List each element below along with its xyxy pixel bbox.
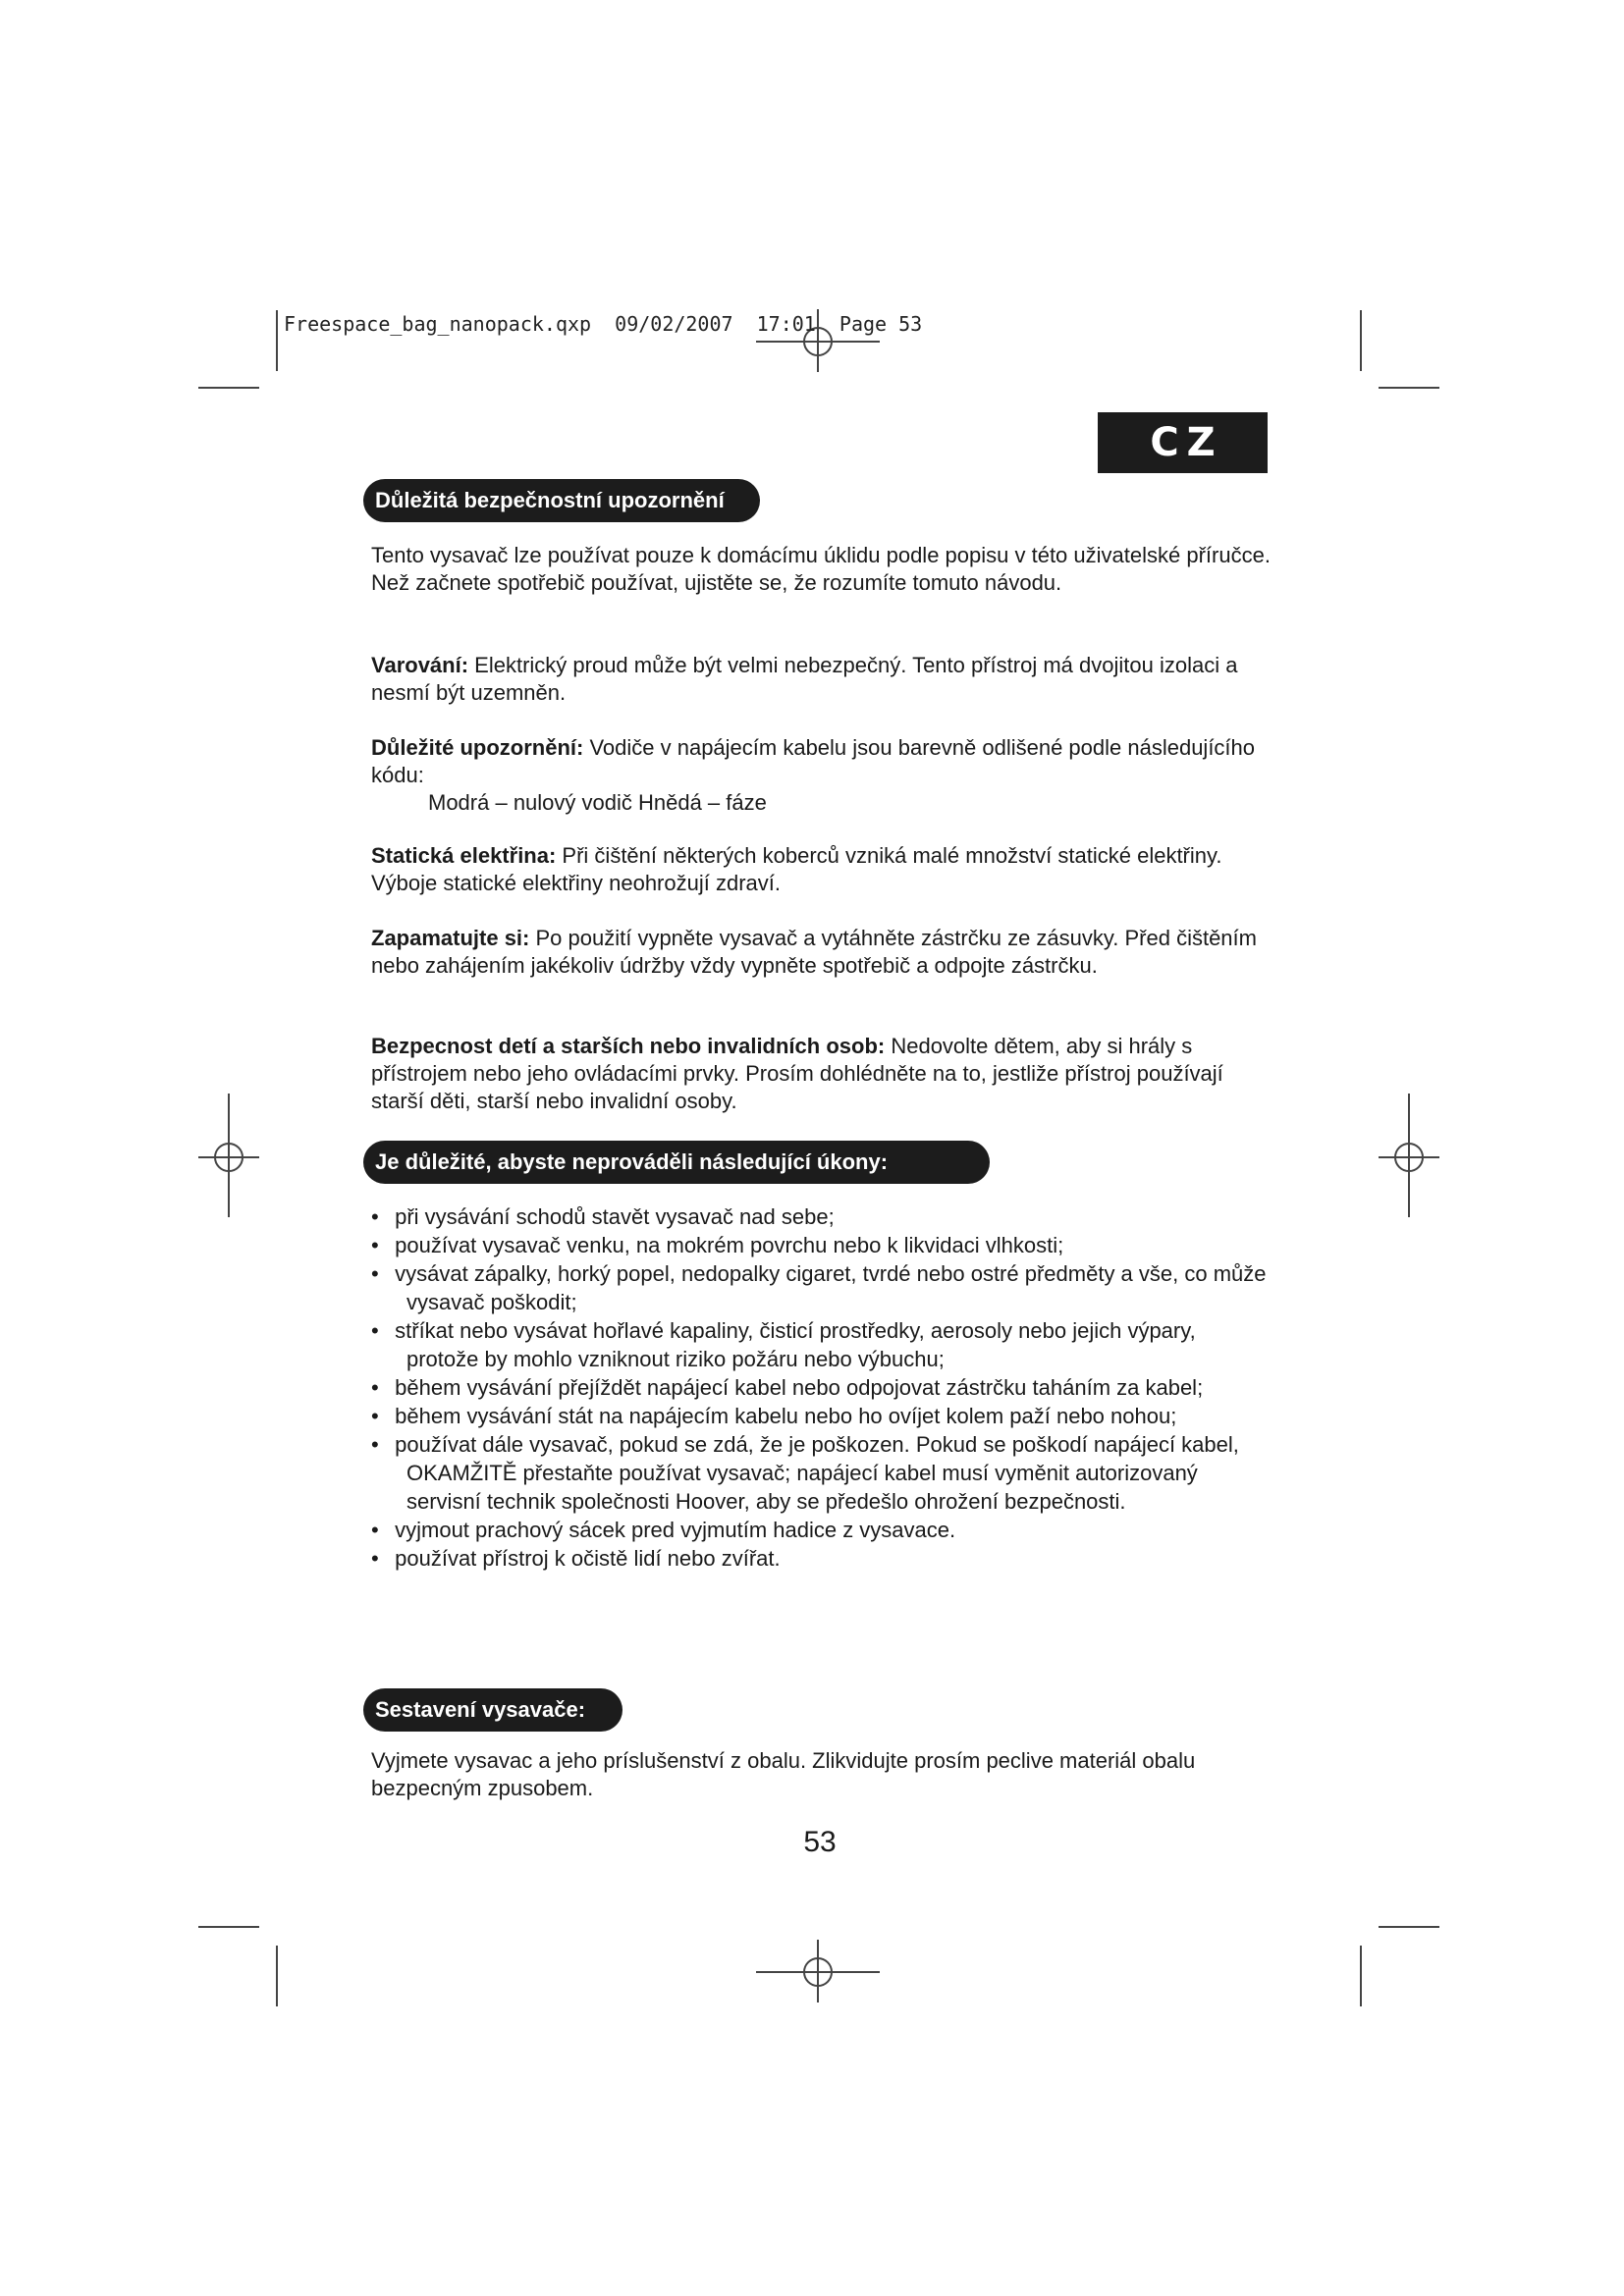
assembly-heading-text: Sestavení vysavače: (375, 1697, 586, 1722)
safety-heading (363, 479, 760, 522)
bullet-icon: • (371, 1375, 379, 1400)
crop-mark-bottom-left-h (198, 1926, 259, 1928)
static-text: Při čištění některých koberců vzniká malé množství statické elektřiny. Výboje statické elektřiny neohrožují zdraví. (371, 843, 1222, 895)
crop-mark-bottom-right-v (1360, 1946, 1362, 2006)
list-item: • během vysávání přejíždět napájecí kabel nebo odpojovat zástrčku taháním za kabel; (371, 1375, 1204, 1400)
warning-text: Elektrický proud může být velmi nebezpečný. Tento přístroj má dvojitou izolaci a nesmí být uzemněn. (371, 653, 1238, 705)
children-label: Bezpecnost detí a starších nebo invalidních osob: (371, 1034, 886, 1058)
crop-mark-top-left-h (198, 387, 259, 389)
children-text: Nedovolte dětem, aby si hrály s přístrojem nebo jeho ovládacími prvky. Prosím dohlédněte na to, jestliže přístroj používají starší děti, starší nebo invalidní osoby. (371, 1034, 1223, 1113)
wire-code: Modrá – nulový vodič Hnědá – fáze (428, 790, 767, 815)
children-paragraph (371, 1033, 1271, 1115)
bullet-icon: • (371, 1404, 379, 1428)
crop-mark-bottom-left-v (276, 1946, 278, 2006)
list-item: • při vysávání schodů stavět vysavač nad sebe; (371, 1204, 835, 1229)
donts-heading-text: Je důležité, abyste neprováděli následující úkony: (375, 1149, 889, 1174)
bullet-icon: • (371, 1518, 379, 1542)
list-item: • během vysávání stát na napájecím kabelu nebo ho ovíjet kolem paží nebo nohou; (371, 1404, 1177, 1428)
language-tab: CZ (1098, 412, 1268, 473)
assembly-paragraph: Vyjmete vysavac a jeho príslušenství z obalu. Zlikvidujte prosím peclive materiál obalu bezpecným zpusobem. (371, 1748, 1196, 1800)
bullet-icon: • (371, 1318, 379, 1343)
warning-label: Varování: (371, 653, 469, 677)
bullet-icon: • (371, 1432, 379, 1457)
intro-paragraph: Tento vysavač lze používat pouze k domácímu úklidu podle popisu v této uživatelské příručce. Než začnete spotřebič používat, ujistěte se, že rozumíte tomuto návodu. (371, 543, 1271, 595)
list-item: • používat vysavač venku, na mokrém povrchu nebo k likvidaci vlhkosti; (371, 1233, 1064, 1257)
important-text: Vodiče v napájecím kabelu jsou barevně odlišené podle následujícího kódu: (371, 735, 1256, 787)
list-item: • používat přístroj k očistě lidí nebo zvířat. (371, 1546, 781, 1571)
bullet-icon: • (371, 1204, 379, 1229)
print-slug: Freespace_bag_nanopack.qxp 09/02/2007 17:01 Page 53 (284, 312, 923, 336)
crop-mark-top-left-v (276, 310, 278, 371)
remember-label: Zapamatujte si: (371, 926, 530, 950)
safety-heading-text: Důležitá bezpečnostní upozornění (375, 488, 725, 512)
assembly-heading (363, 1688, 623, 1732)
bullet-icon: • (371, 1546, 379, 1571)
crop-mark-bottom-right-h (1379, 1926, 1439, 1928)
page-number: 53 (803, 1826, 837, 1858)
list-item: • používat dále vysavač, pokud se zdá, že je poškozen. Pokud se poškodí napájecí kabel, OKAMŽITĚ přestaňte používat vysavač; napájecí kabel musí vyměnit autorizovaný servisní technik společnosti Hoover, aby se předešlo ohrožení bezpečnosti. (371, 1432, 1239, 1514)
static-label: Statická elektřina: (371, 843, 557, 868)
list-item: • vysávat zápalky, horký popel, nedopalky cigaret, tvrdé nebo ostré předměty a vše, co může vysavač poškodit; (371, 1261, 1267, 1314)
important-paragraph (371, 734, 1271, 817)
crop-mark-top-right-v (1360, 310, 1362, 371)
static-paragraph (371, 842, 1271, 897)
important-label: Důležité upozornění: (371, 735, 584, 760)
bullet-icon: • (371, 1233, 379, 1257)
remember-paragraph (371, 925, 1271, 980)
warning-paragraph (371, 652, 1271, 707)
bullet-icon: • (371, 1261, 379, 1286)
list-item: • vyjmout prachový sácek pred vyjmutím hadice z vysavace. (371, 1518, 956, 1542)
donts-heading (363, 1141, 990, 1184)
remember-text: Po použití vypněte vysavač a vytáhněte zástrčku ze zásuvky. Před čištěním nebo zahájením jakékoliv údržby vždy vypněte spotřebič a odpojte zástrčku. (371, 926, 1257, 978)
list-item: • stříkat nebo vysávat hořlavé kapaliny, čisticí prostředky, aerosoly nebo jejich výpary, protože by mohlo vzniknout riziko požáru nebo výbuchu; (371, 1318, 1196, 1371)
crop-mark-top-right-h (1379, 387, 1439, 389)
donts-list (371, 1202, 1271, 1573)
